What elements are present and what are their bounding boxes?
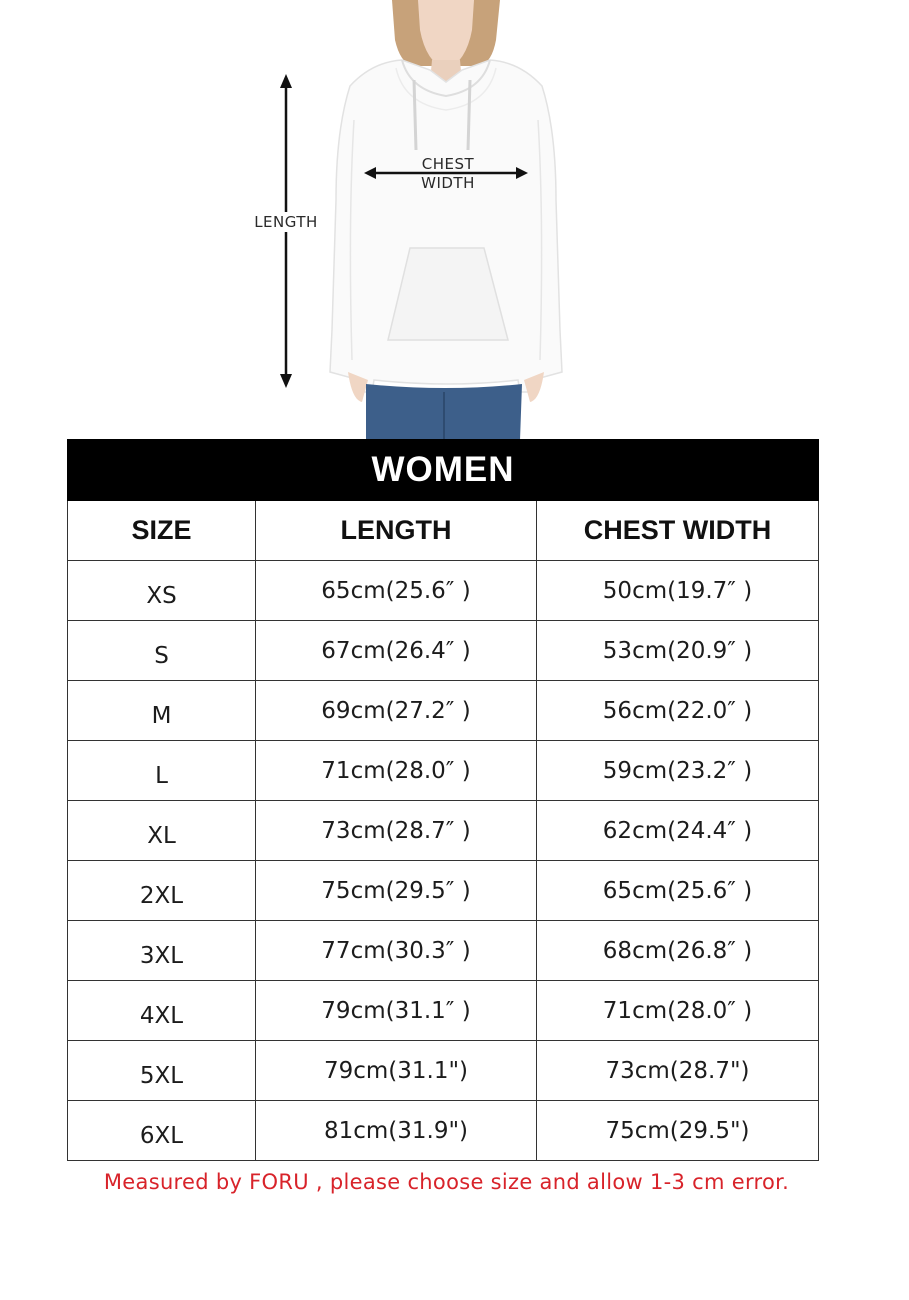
length-cell: 77cm(30.3″ ) xyxy=(256,921,537,981)
table-title: WOMEN xyxy=(68,440,819,501)
chest-width-cell: 75cm(29.5") xyxy=(537,1101,819,1161)
hoodie-model-photo xyxy=(0,0,909,440)
length-cell: 81cm(31.9") xyxy=(256,1101,537,1161)
size-cell: L xyxy=(68,741,256,801)
table-row xyxy=(68,801,819,861)
chest-width-cell: 65cm(25.6″ ) xyxy=(537,861,819,921)
table-row xyxy=(68,561,819,621)
length-cell: 73cm(28.7″ ) xyxy=(256,801,537,861)
length-cell: 69cm(27.2″ ) xyxy=(256,681,537,741)
length-cell: 79cm(31.1″ ) xyxy=(256,981,537,1041)
table-header-row xyxy=(68,501,819,561)
table-title-row xyxy=(68,440,819,501)
chest-width-cell: 56cm(22.0″ ) xyxy=(537,681,819,741)
table-row xyxy=(68,981,819,1041)
size-cell: M xyxy=(68,681,256,741)
chest-width-cell: 53cm(20.9″ ) xyxy=(537,621,819,681)
table-row xyxy=(68,681,819,741)
chest-width-cell: 73cm(28.7") xyxy=(537,1041,819,1101)
measurement-note: Measured by FORU , please choose size and allow 1-3 cm error. xyxy=(103,1170,790,1194)
chest-label-line1: CHEST xyxy=(421,155,475,173)
table-row xyxy=(68,1041,819,1101)
chest-label-line2: WIDTH xyxy=(421,174,475,192)
product-figure xyxy=(0,0,909,440)
chest-width-cell: 50cm(19.7″ ) xyxy=(537,561,819,621)
length-cell: 65cm(25.6″ ) xyxy=(256,561,537,621)
table-row xyxy=(68,621,819,681)
table-row xyxy=(68,921,819,981)
header-length: LENGTH xyxy=(256,501,537,561)
length-cell: 67cm(26.4″ ) xyxy=(256,621,537,681)
length-cell: 79cm(31.1") xyxy=(256,1041,537,1101)
size-cell: XL xyxy=(68,801,256,861)
size-cell: 5XL xyxy=(68,1041,256,1101)
length-cell: 71cm(28.0″ ) xyxy=(256,741,537,801)
header-size: SIZE xyxy=(68,501,256,561)
table-row xyxy=(68,861,819,921)
length-measure-label: LENGTH xyxy=(240,212,332,232)
chest-width-cell: 59cm(23.2″ ) xyxy=(537,741,819,801)
header-chest-width: CHEST WIDTH xyxy=(537,501,819,561)
size-chart-table xyxy=(67,439,819,1161)
table-row xyxy=(68,741,819,801)
chest-width-cell: 68cm(26.8″ ) xyxy=(537,921,819,981)
size-cell: 2XL xyxy=(68,861,256,921)
length-cell: 75cm(29.5″ ) xyxy=(256,861,537,921)
chest-width-cell: 71cm(28.0″ ) xyxy=(537,981,819,1041)
size-cell: 6XL xyxy=(68,1101,256,1161)
size-cell: XS xyxy=(68,561,256,621)
size-cell: 4XL xyxy=(68,981,256,1041)
table-row xyxy=(68,1101,819,1161)
size-cell: 3XL xyxy=(68,921,256,981)
chest-width-measure-label xyxy=(408,155,488,193)
chest-width-cell: 62cm(24.4″ ) xyxy=(537,801,819,861)
size-cell: S xyxy=(68,621,256,681)
